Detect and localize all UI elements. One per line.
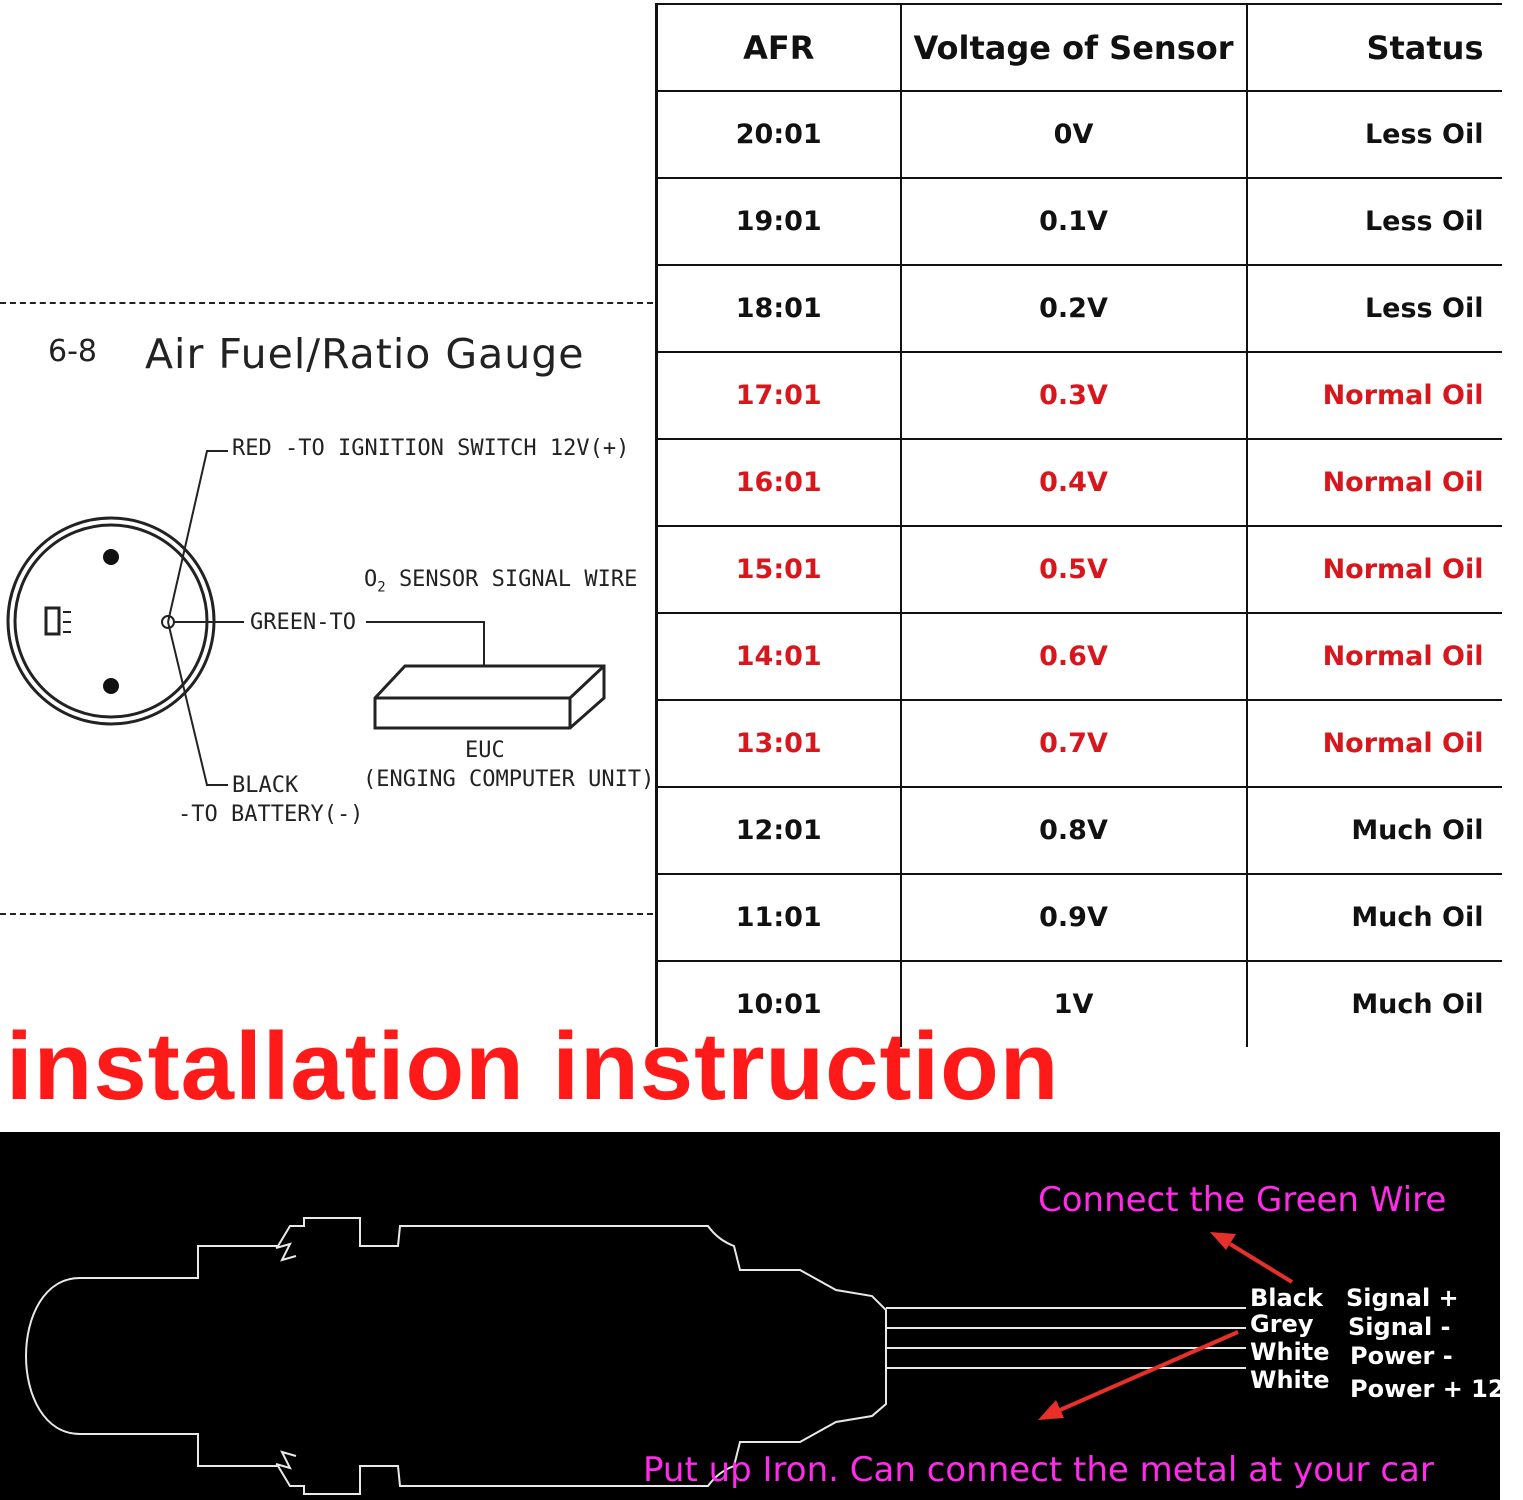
status-cell: Normal Oil bbox=[1247, 352, 1502, 439]
status-cell: Much Oil bbox=[1247, 787, 1502, 874]
ground-arrow-icon bbox=[1038, 1332, 1238, 1420]
header-status: Status bbox=[1247, 4, 1502, 91]
afr-cell: 15:01 bbox=[657, 526, 901, 613]
afr-cell: 16:01 bbox=[657, 439, 901, 526]
status-cell: Normal Oil bbox=[1247, 613, 1502, 700]
afr-cell: 18:01 bbox=[657, 265, 901, 352]
wire-function-signal-minus: Signal - bbox=[1348, 1313, 1451, 1341]
connect-arrow-icon bbox=[1210, 1232, 1292, 1282]
table-row bbox=[657, 700, 1502, 787]
status-cell: Much Oil bbox=[1247, 961, 1502, 1047]
battery-label: -TO BATTERY(-) bbox=[178, 802, 364, 827]
voltage-cell: 0.8V bbox=[901, 787, 1247, 874]
table-row bbox=[657, 91, 1502, 178]
afr-cell: 11:01 bbox=[657, 874, 901, 961]
voltage-cell: 0.4V bbox=[901, 439, 1247, 526]
wire-color-white-2: White bbox=[1250, 1366, 1330, 1394]
table-row bbox=[657, 526, 1502, 613]
voltage-cell: 0.3V bbox=[901, 352, 1247, 439]
voltage-cell: 0.7V bbox=[901, 700, 1247, 787]
afr-cell: 12:01 bbox=[657, 787, 901, 874]
wire-color-white-1: White bbox=[1250, 1338, 1330, 1366]
table-row bbox=[657, 439, 1502, 526]
black-wire-label: BLACK bbox=[232, 773, 299, 798]
table-header-row bbox=[657, 4, 1502, 91]
voltage-cell: 1V bbox=[901, 961, 1247, 1047]
ecu-label: EUC bbox=[465, 738, 505, 763]
diagram-title: Air Fuel/Ratio Gauge bbox=[145, 330, 585, 378]
red-wire-label: RED -TO IGNITION SWITCH 12V(+) bbox=[232, 436, 630, 461]
header-voltage: Voltage of Sensor bbox=[901, 4, 1247, 91]
header-afr: AFR bbox=[657, 4, 901, 91]
wire-function-signal-plus: Signal + bbox=[1346, 1284, 1459, 1312]
status-cell: Normal Oil bbox=[1247, 439, 1502, 526]
status-cell: Normal Oil bbox=[1247, 700, 1502, 787]
voltage-cell: 0.6V bbox=[901, 613, 1247, 700]
wire-function-power-plus: Power + 12V bbox=[1350, 1375, 1523, 1403]
voltage-cell: 0.1V bbox=[901, 178, 1247, 265]
status-cell: Less Oil bbox=[1247, 91, 1502, 178]
wire-function-power-minus: Power - bbox=[1350, 1342, 1453, 1370]
table-row bbox=[657, 787, 1502, 874]
afr-cell: 13:01 bbox=[657, 700, 901, 787]
afr-cell: 14:01 bbox=[657, 613, 901, 700]
wire-color-black: Black bbox=[1250, 1284, 1323, 1312]
connect-green-wire-note: Connect the Green Wire bbox=[1038, 1180, 1447, 1220]
voltage-cell: 0.9V bbox=[901, 874, 1247, 961]
afr-cell: 20:01 bbox=[657, 91, 901, 178]
section-number: 6-8 bbox=[48, 334, 97, 369]
status-cell: Less Oil bbox=[1247, 178, 1502, 265]
table-row bbox=[657, 874, 1502, 961]
voltage-cell: 0V bbox=[901, 91, 1247, 178]
afr-cell: 19:01 bbox=[657, 178, 901, 265]
status-cell: Less Oil bbox=[1247, 265, 1502, 352]
voltage-cell: 0.2V bbox=[901, 265, 1247, 352]
black-wire bbox=[168, 622, 228, 785]
green-wire-label: GREEN-TO bbox=[250, 610, 356, 635]
table-row bbox=[657, 613, 1502, 700]
table-row bbox=[657, 178, 1502, 265]
ecu-box bbox=[375, 666, 604, 728]
ecu-description: (ENGING COMPUTER UNIT) bbox=[363, 767, 655, 792]
table-row bbox=[657, 265, 1502, 352]
red-wire bbox=[168, 451, 228, 622]
afr-cell: 10:01 bbox=[657, 961, 901, 1047]
afr-voltage-table bbox=[655, 3, 1502, 1047]
table-row bbox=[657, 352, 1502, 439]
voltage-cell: 0.5V bbox=[901, 526, 1247, 613]
ground-note: Put up Iron. Can connect the metal at your car bbox=[643, 1450, 1434, 1490]
status-cell: Much Oil bbox=[1247, 874, 1502, 961]
installation-title: installation instruction bbox=[6, 1013, 1060, 1120]
status-cell: Normal Oil bbox=[1247, 526, 1502, 613]
o2-signal-label: $O_2$ SENSOR SIGNAL WIRE bbox=[364, 567, 638, 596]
wire-color-grey: Grey bbox=[1250, 1310, 1314, 1338]
sensor-panel bbox=[0, 1132, 1523, 1500]
afr-cell: 17:01 bbox=[657, 352, 901, 439]
